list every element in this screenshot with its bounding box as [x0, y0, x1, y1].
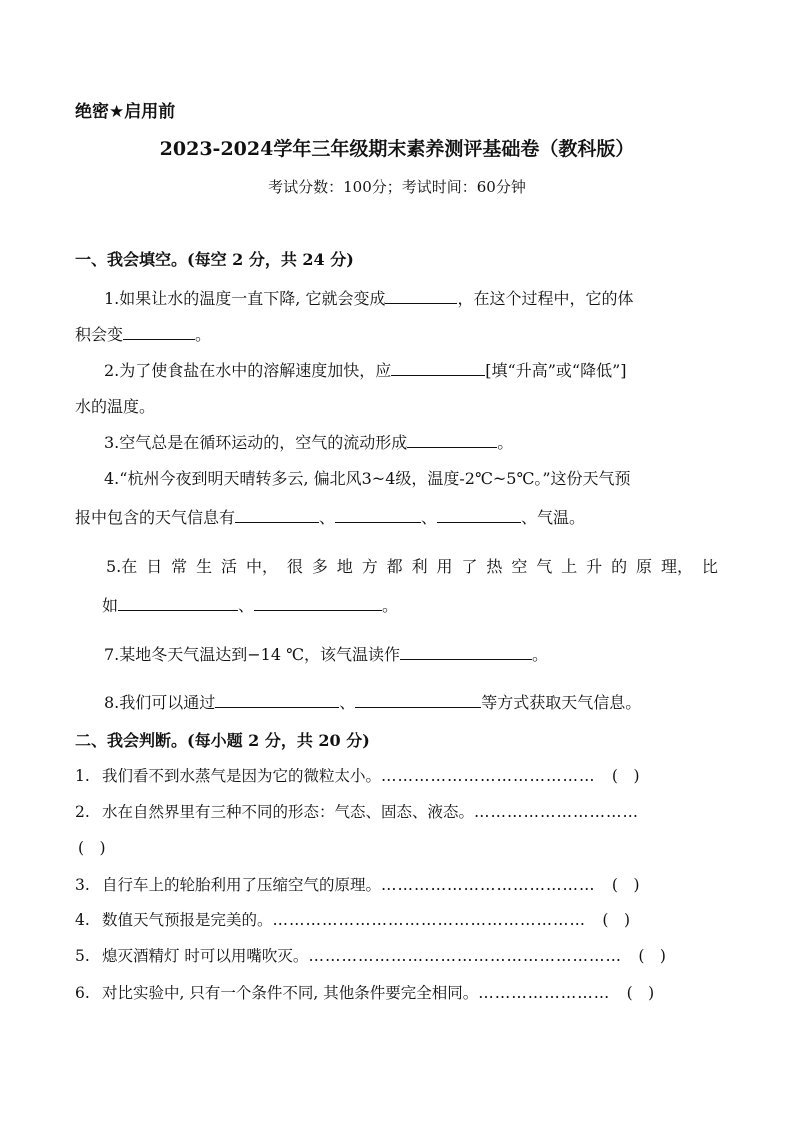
judgment-item-6 — [75, 981, 735, 1003]
question-1-line-2 — [75, 322, 211, 345]
question-char: 利 — [411, 557, 428, 576]
leader-dots: ………………………………………………… — [308, 947, 622, 965]
leader-dots: ………………………………………………… — [272, 911, 587, 929]
leader-dots: ………………………………… — [381, 767, 596, 785]
item-text: 水在自然界里有三种不同的形态：气态、固态、液态。 — [102, 803, 475, 821]
question-char: 中， — [245, 557, 278, 576]
question-char: 了 — [461, 557, 478, 576]
question-char: 的 — [611, 557, 628, 576]
judgment-item-4 — [75, 908, 735, 930]
question-char: 方 — [361, 557, 378, 576]
question-char: 很 — [286, 557, 303, 576]
question-text: 等方式获取天气信息。 — [481, 693, 642, 712]
answer-blank[interactable] — [391, 361, 485, 376]
section-heading-judgment: 二、我会判断。(每小题 2 分，共 20 分) — [75, 731, 370, 750]
question-char: 热 — [486, 557, 503, 576]
item-number: 6. — [75, 984, 90, 1002]
question-text: 、气温。 — [521, 508, 586, 527]
question-char: 都 — [386, 557, 403, 576]
judgment-item-3 — [75, 873, 735, 895]
item-number: 3. — [75, 876, 90, 894]
item-number: 1. — [75, 767, 90, 785]
question-text: ，在这个过程中，它的体 — [457, 289, 634, 308]
question-text: 2.为了使食盐在水中的溶解速度加快，应 — [104, 361, 392, 380]
judgment-item-2 — [75, 800, 735, 822]
question-text: 报中包含的天气信息有 — [75, 508, 236, 527]
question-8 — [104, 690, 641, 713]
separator: 、 — [339, 693, 356, 712]
answer-blank[interactable] — [215, 693, 339, 708]
answer-blank[interactable] — [407, 433, 497, 448]
item-text: 对比实验中, 只有一个条件不同, 其他条件要完全相同。 — [102, 984, 479, 1002]
answer-blank[interactable] — [235, 508, 319, 523]
question-char: 理， — [660, 557, 693, 576]
question-char: 气 — [536, 557, 553, 576]
question-3 — [104, 430, 513, 453]
question-char: 活 — [221, 557, 238, 576]
item-text: 数值天气预报是完美的。 — [102, 911, 273, 929]
item-number: 4. — [75, 911, 90, 929]
answer-parentheses[interactable]: ( ) — [602, 911, 631, 929]
question-char: 地 — [336, 557, 353, 576]
answer-blank[interactable] — [118, 596, 238, 611]
exam-info: 考试分数：100分；考试时间：60分钟 — [268, 178, 526, 196]
question-text: 3.空气总是在循环运动的，空气的流动形成 — [104, 433, 408, 452]
answer-blank[interactable] — [254, 596, 382, 611]
question-1-line-1 — [104, 286, 633, 309]
answer-parentheses[interactable]: ( ) — [611, 876, 640, 894]
question-4-line-2 — [75, 505, 585, 528]
question-char: 多 — [311, 557, 328, 576]
item-text: 自行车上的轮胎利用了压缩空气的原理。 — [102, 876, 382, 894]
question-text: [填“升高”或“降低”] — [485, 361, 627, 380]
section-heading-fill-in: 一、我会填空。(每空 2 分，共 24 分) — [75, 250, 354, 269]
question-text: 。 — [497, 433, 514, 452]
answer-blank[interactable] — [335, 508, 421, 523]
question-char: 5.在 — [106, 557, 138, 576]
answer-parentheses[interactable]: ( ) — [638, 947, 666, 965]
answer-parentheses[interactable]: ( ) — [611, 767, 640, 785]
judgment-item-1 — [75, 764, 735, 786]
answer-blank[interactable] — [400, 645, 532, 660]
exam-title: 2023-2024学年三年级期末素养测评基础卷（教科版） — [159, 138, 635, 160]
question-2-line-2: 水的温度。 — [75, 397, 156, 416]
answer-parentheses[interactable]: ( ) — [78, 839, 106, 857]
question-text: 。 — [532, 645, 549, 664]
leader-dots: …………………… — [478, 984, 611, 1002]
question-text: 如 — [102, 596, 119, 615]
item-text: 我们看不到水蒸气是因为它的微粒太小。 — [102, 767, 382, 785]
question-text: 积会变 — [75, 325, 124, 344]
question-text: 7.某地冬天气温达到−14 ℃，该气温读作 — [104, 645, 401, 664]
confidential-label: 绝密★启用前 — [75, 102, 176, 122]
question-char: 空 — [511, 557, 528, 576]
answer-parentheses[interactable]: ( ) — [626, 984, 655, 1002]
question-7 — [104, 642, 548, 665]
question-char: 生 — [196, 557, 213, 576]
item-text: 熄灭酒精灯 时可以用嘴吹灭。 — [102, 947, 309, 965]
question-4-line-1: 4.“杭州今夜到明天晴转多云, 偏北风3~4级，温度-2℃~5℃。”这份天气预 — [104, 469, 631, 488]
question-char: 常 — [171, 557, 188, 576]
judgment-item-5 — [75, 944, 735, 966]
separator: 、 — [421, 508, 438, 527]
question-char: 用 — [436, 557, 453, 576]
answer-blank[interactable] — [123, 325, 195, 340]
question-char: 升 — [586, 557, 603, 576]
separator: 、 — [319, 508, 336, 527]
question-char: 上 — [561, 557, 578, 576]
item-number: 5. — [75, 947, 90, 965]
question-5-line-2 — [102, 593, 398, 616]
answer-blank[interactable] — [437, 508, 521, 523]
question-char: 比 — [701, 557, 718, 576]
question-text: 。 — [195, 325, 212, 344]
question-text: 。 — [382, 596, 399, 615]
item-number: 2. — [75, 803, 90, 821]
question-5-line-1 — [106, 554, 718, 577]
question-text: 8.我们可以通过 — [104, 693, 216, 712]
leader-dots: ………………………………… — [381, 876, 596, 894]
question-char: 原 — [636, 557, 653, 576]
separator: 、 — [238, 596, 255, 615]
leader-dots: ………………………… — [474, 803, 640, 821]
answer-blank[interactable] — [355, 693, 481, 708]
question-text: 1.如果让水的温度一直下降, 它就会变成 — [104, 289, 386, 308]
question-2-line-1 — [104, 358, 627, 381]
answer-blank[interactable] — [385, 289, 457, 304]
question-char: 日 — [146, 557, 163, 576]
